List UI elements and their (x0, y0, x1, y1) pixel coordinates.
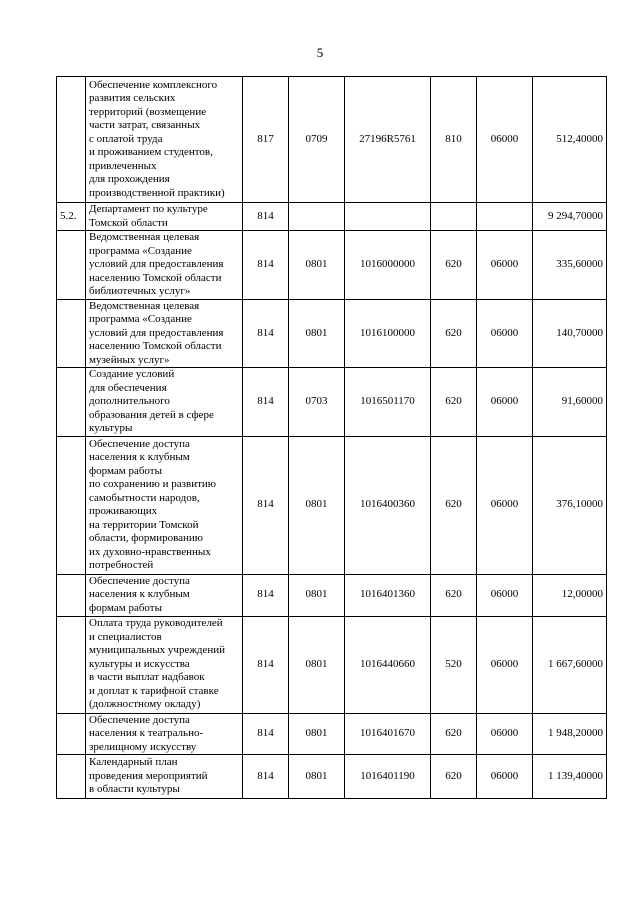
ministry-code: 814 (243, 203, 289, 231)
table-row (57, 368, 607, 437)
budget-table (56, 76, 607, 799)
amount: 1 948,20000 (533, 713, 607, 755)
ministry-code: 814 (243, 713, 289, 755)
row-number (57, 299, 86, 368)
page-number: 5 (316, 45, 324, 60)
row-name: Обеспечение доступа населения к клубным формам работы по сохранению и развитию самобытности народов, проживающих на территории Томской области, формированию их духовно-нравственных потребностей (86, 436, 243, 574)
budget-code: 06000 (477, 616, 533, 713)
table-row (57, 713, 607, 755)
section-code: 0801 (289, 713, 345, 755)
table-row (57, 436, 607, 574)
amount: 9 294,70000 (533, 203, 607, 231)
ministry-code: 814 (243, 299, 289, 368)
expense-type: 620 (431, 231, 477, 300)
amount: 1 667,60000 (533, 616, 607, 713)
table-row (57, 203, 607, 231)
table-row (57, 231, 607, 300)
row-number (57, 77, 86, 203)
budget-code: 06000 (477, 77, 533, 203)
row-name: Ведомственная целевая программа «Создание условий для предоставления населению Томской области музейных услуг» (86, 299, 243, 368)
amount: 376,10000 (533, 436, 607, 574)
expense-type: 810 (431, 77, 477, 203)
budget-code: 06000 (477, 574, 533, 616)
target-article: 1016401360 (345, 574, 431, 616)
ministry-code: 814 (243, 574, 289, 616)
table-row (57, 77, 607, 203)
row-name: Обеспечение доступа населения к клубным формам работы (86, 574, 243, 616)
row-name: Ведомственная целевая программа «Создание условий для предоставления населению Томской области библиотечных услуг» (86, 231, 243, 300)
budget-code: 06000 (477, 755, 533, 799)
row-number (57, 368, 86, 437)
amount: 12,00000 (533, 574, 607, 616)
ministry-code: 814 (243, 231, 289, 300)
expense-type: 620 (431, 299, 477, 368)
budget-code: 06000 (477, 436, 533, 574)
target-article: 1016401190 (345, 755, 431, 799)
table-row (57, 616, 607, 713)
ministry-code: 814 (243, 436, 289, 574)
target-article: 1016401670 (345, 713, 431, 755)
amount: 140,70000 (533, 299, 607, 368)
target-article: 1016440660 (345, 616, 431, 713)
section-code: 0801 (289, 436, 345, 574)
budget-code: 06000 (477, 368, 533, 437)
amount: 335,60000 (533, 231, 607, 300)
row-number (57, 713, 86, 755)
target-article: 1016000000 (345, 231, 431, 300)
row-name: Департамент по культуре Томской области (86, 203, 243, 231)
row-number (57, 436, 86, 574)
expense-type: 620 (431, 755, 477, 799)
target-article: 1016100000 (345, 299, 431, 368)
table-row (57, 574, 607, 616)
expense-type: 620 (431, 713, 477, 755)
ministry-code: 814 (243, 755, 289, 799)
section-code: 0801 (289, 299, 345, 368)
row-name: Обеспечение доступа населения к театрально- зрелищному искусству (86, 713, 243, 755)
budget-code: 06000 (477, 231, 533, 300)
section-code (289, 203, 345, 231)
table-row (57, 755, 607, 799)
section-code: 0801 (289, 616, 345, 713)
amount: 512,40000 (533, 77, 607, 203)
row-name: Оплата труда руководителей и специалистов муниципальных учреждений культуры и искусства в части выплат надбавок и доплат к тарифной ставке (должностному окладу) (86, 616, 243, 713)
amount: 1 139,40000 (533, 755, 607, 799)
target-article: 1016501170 (345, 368, 431, 437)
expense-type (431, 203, 477, 231)
amount: 91,60000 (533, 368, 607, 437)
row-name: Обеспечение комплексного развития сельских территорий (возмещение части затрат, связанных с оплатой труда и проживанием студентов, привлеченных для прохождения производственной практики) (86, 77, 243, 203)
section-code: 0703 (289, 368, 345, 437)
row-name: Создание условий для обеспечения дополнительного образования детей в сфере культуры (86, 368, 243, 437)
ministry-code: 817 (243, 77, 289, 203)
row-number: 5.2. (57, 203, 86, 231)
ministry-code: 814 (243, 368, 289, 437)
expense-type: 620 (431, 436, 477, 574)
section-code: 0801 (289, 231, 345, 300)
target-article: 27196R5761 (345, 77, 431, 203)
expense-type: 620 (431, 368, 477, 437)
ministry-code: 814 (243, 616, 289, 713)
section-code: 0801 (289, 755, 345, 799)
row-number (57, 755, 86, 799)
row-number (57, 616, 86, 713)
expense-type: 620 (431, 574, 477, 616)
section-code: 0801 (289, 574, 345, 616)
target-article (345, 203, 431, 231)
expense-type: 520 (431, 616, 477, 713)
budget-code: 06000 (477, 713, 533, 755)
row-number (57, 574, 86, 616)
budget-code (477, 203, 533, 231)
row-name: Календарный план проведения мероприятий в области культуры (86, 755, 243, 799)
target-article: 1016400360 (345, 436, 431, 574)
table-row (57, 299, 607, 368)
section-code: 0709 (289, 77, 345, 203)
row-number (57, 231, 86, 300)
budget-code: 06000 (477, 299, 533, 368)
